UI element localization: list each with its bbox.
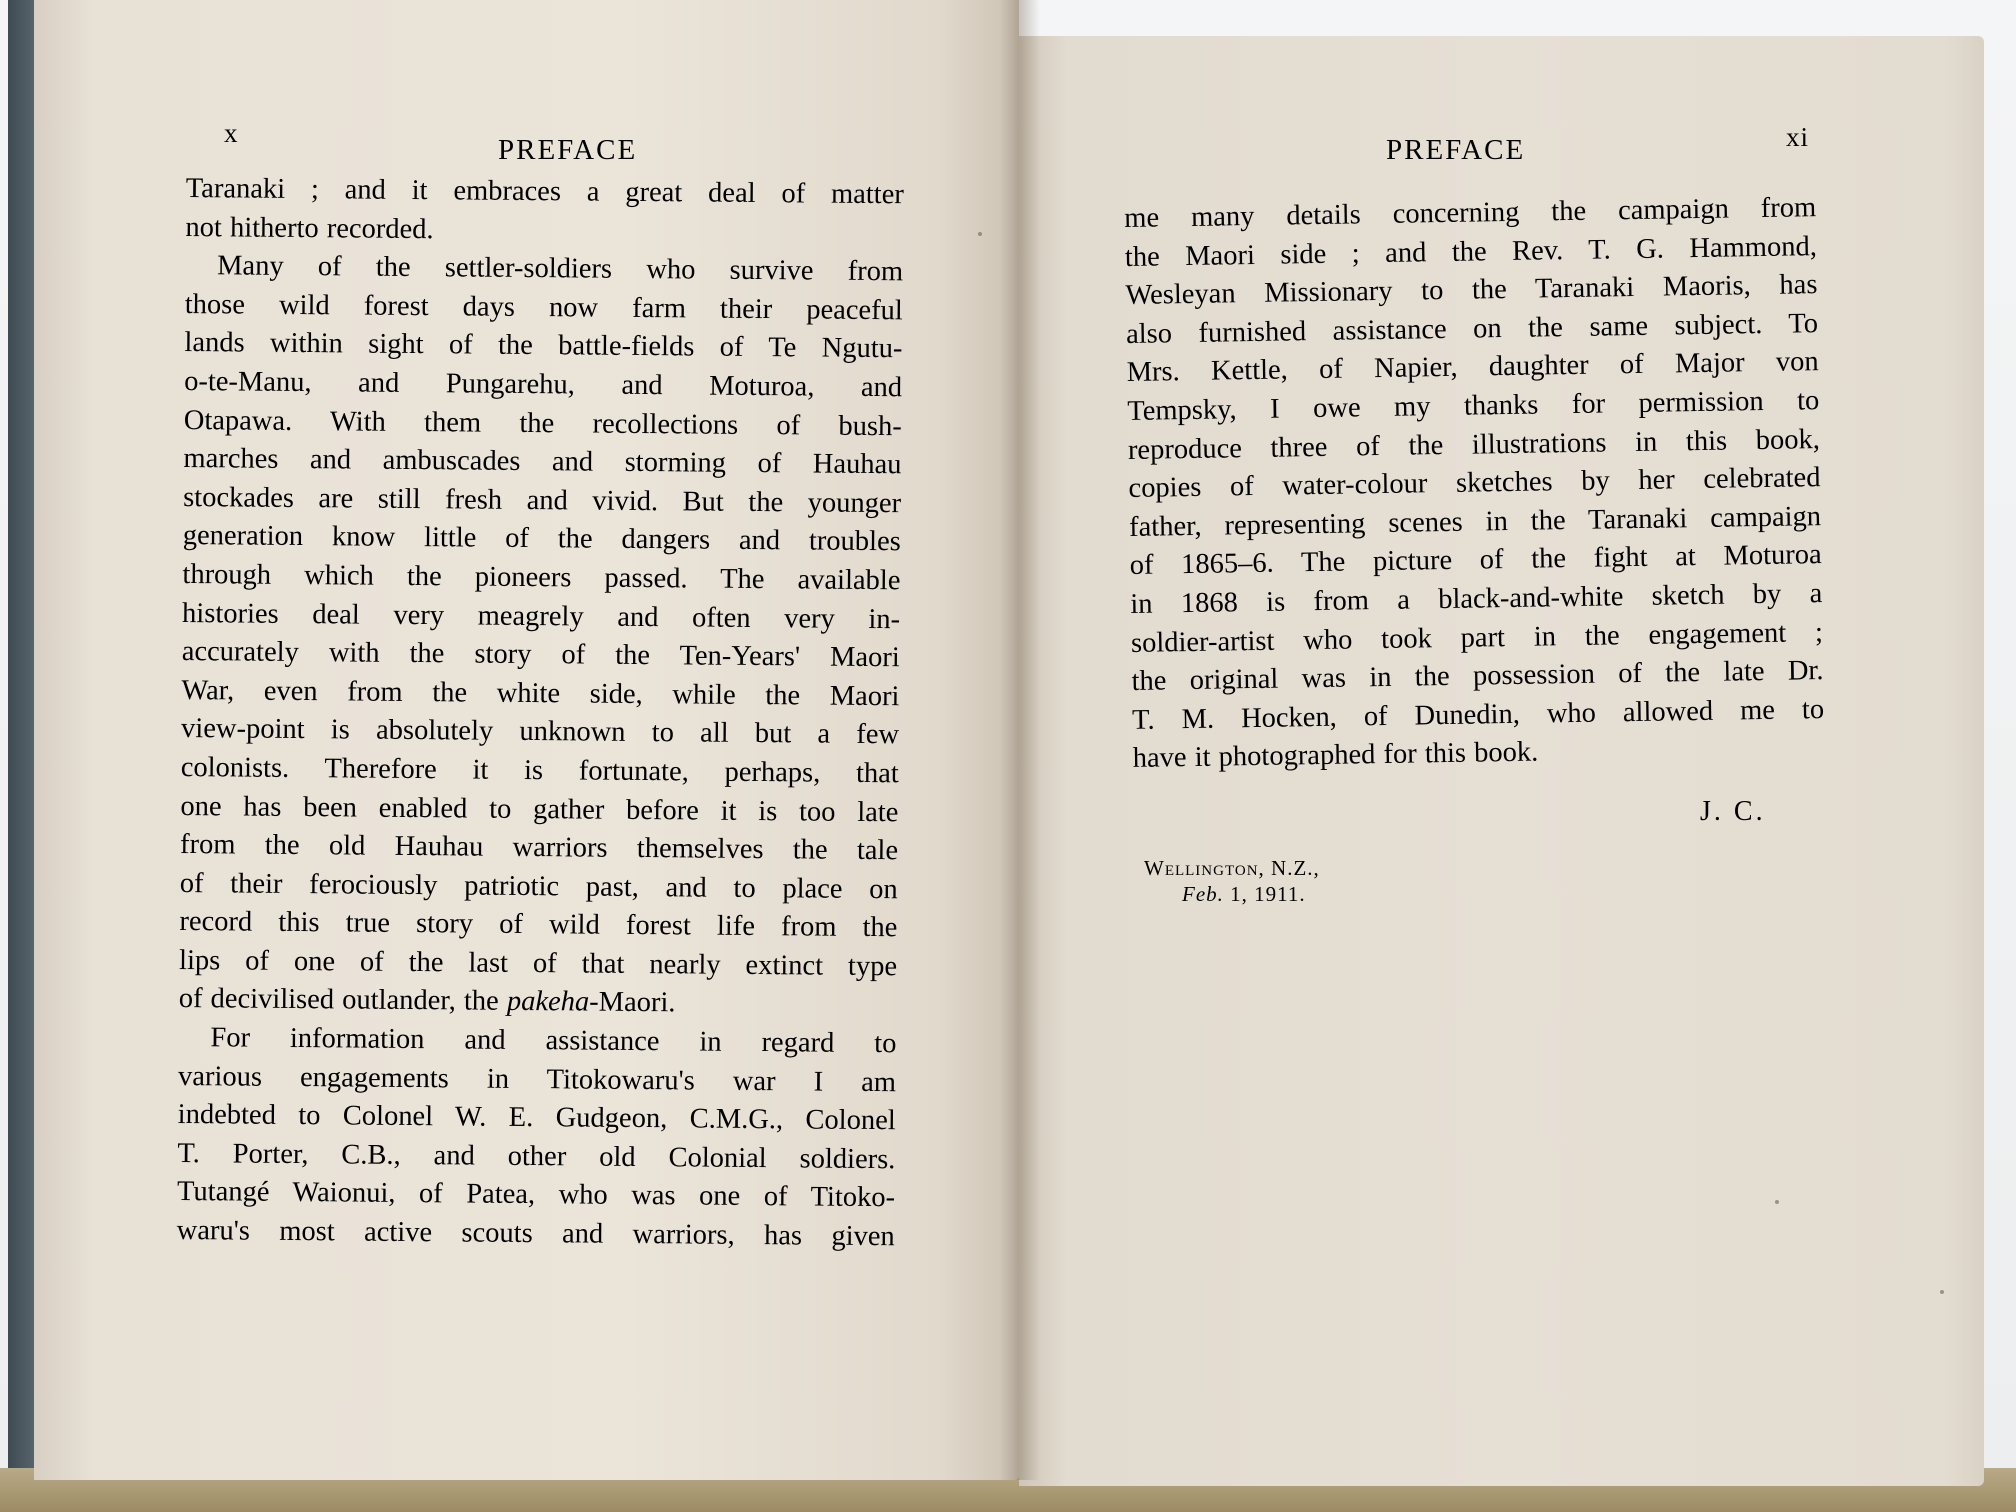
text-line: accurately with the story of the Ten-Years' Maori [181,636,900,674]
text-line: various engagements in Titokowaru's war I am [177,1060,897,1098]
book-gutter [1000,0,1040,1480]
text-line: the Maori side ; and the Rev. T. G. Hammond, [1124,230,1818,273]
text-line: stockades are still fresh and vivid. But the younger [183,481,902,520]
text-line: the original was in the possession of the late Dr. [1131,655,1824,698]
text-line: those wild forest days now farm their peaceful [184,288,903,327]
place-line: Wellington, N.Z., [1144,856,1320,880]
right-running-head: PREFACE [1386,134,1526,166]
text-line: Many of the settler-soldiers who survive from [217,250,904,288]
text-line: Otapawa. With them the recollections of bush- [183,404,902,442]
paper-speck [978,232,982,236]
text-line: generation know little of the dangers and troubles [182,520,901,558]
text-line: T. M. Hocken, of Dunedin, who allowed me to [1131,693,1825,736]
text-line: from the old Hauhau warriors themselves the tale [179,829,899,867]
text-line: Tutangé Waionui, of Patea, who was one of Titoko- [176,1176,896,1214]
text-line: through which the pioneers passed. The available [182,558,901,597]
text-line: not hitherto recorded. [185,211,434,245]
text-line: histories deal very meagrely and often very in- [181,597,901,635]
date-month: Feb. [1182,882,1224,906]
text-line: me many details concerning the campaign from [1124,192,1817,234]
right-page-text [1124,189,1825,779]
text-line: Mrs. Kettle, of Napier, daughter of Major von [1126,346,1819,389]
date-line [1182,882,1306,907]
text-line: For information and assistance in regard to [210,1022,897,1060]
text-line: also furnished assistance on the same subject. To [1125,307,1819,350]
text-line: marches and ambuscades and storming of Hauhau [183,443,902,481]
date-rest: 1, 1911. [1223,882,1306,906]
text-line: have it photographed for this book. [1132,736,1539,775]
text-line: waru's most active scouts and warriors, has given [176,1214,895,1253]
paper-speck [1775,1200,1779,1204]
text-line: colonists. Therefore it is fortunate, perhaps, that [180,751,899,790]
text-line: of 1865–6. The picture of the fight at Moturoa [1129,539,1822,582]
text-line: in 1868 is from a black-and-white sketch by a [1130,578,1823,620]
text-line: lands within sight of the battle-fields of Te Ngutu- [184,327,903,365]
text-line: Tempsky, I owe my thanks for permission to [1127,385,1820,427]
text-line: o-te-Manu, and Pungarehu, and Moturoa, and [184,365,903,404]
left-running-head: PREFACE [498,134,638,166]
right-folio: xi [1786,122,1810,152]
text-line: lips of one of the last of that nearly extinct type [178,944,898,983]
text-line: War, even from the white side, while the Maori [181,674,900,712]
text-line: indebted to Colonel W. E. Gudgeon, C.M.G., Colonel [177,1099,896,1137]
text-line: reproduce three of the illustrations in this book, [1127,423,1821,466]
left-folio: x [224,118,239,148]
text-line: record this true story of wild forest life from the [179,906,898,944]
text-line: father, representing scenes in the Taranaki campaign [1128,500,1822,543]
text-line: soldier-artist who took part in the engagement ; [1130,616,1824,659]
text-line: view-point is absolutely unknown to all but a few [180,713,900,751]
text-line: one has been enabled to gather before it is too late [180,790,899,828]
paper-speck [1940,1290,1944,1294]
text-line: T. Porter, C.B., and other old Colonial soldiers. [177,1137,896,1176]
left-page-text [177,170,904,1257]
signature-initials: J. C. [1700,796,1766,827]
text-line: Taranaki ; and it embraces a great deal of matter [185,172,904,211]
text-line: Wesleyan Missionary to the Taranaki Maoris, has [1125,269,1818,312]
text-line: of their ferociously patriotic past, and to place on [179,867,898,905]
text-line: copies of water-colour sketches by her celebrated [1128,462,1821,505]
text-line: of decivilised outlander, the pakeha-Maori. [178,983,676,1019]
